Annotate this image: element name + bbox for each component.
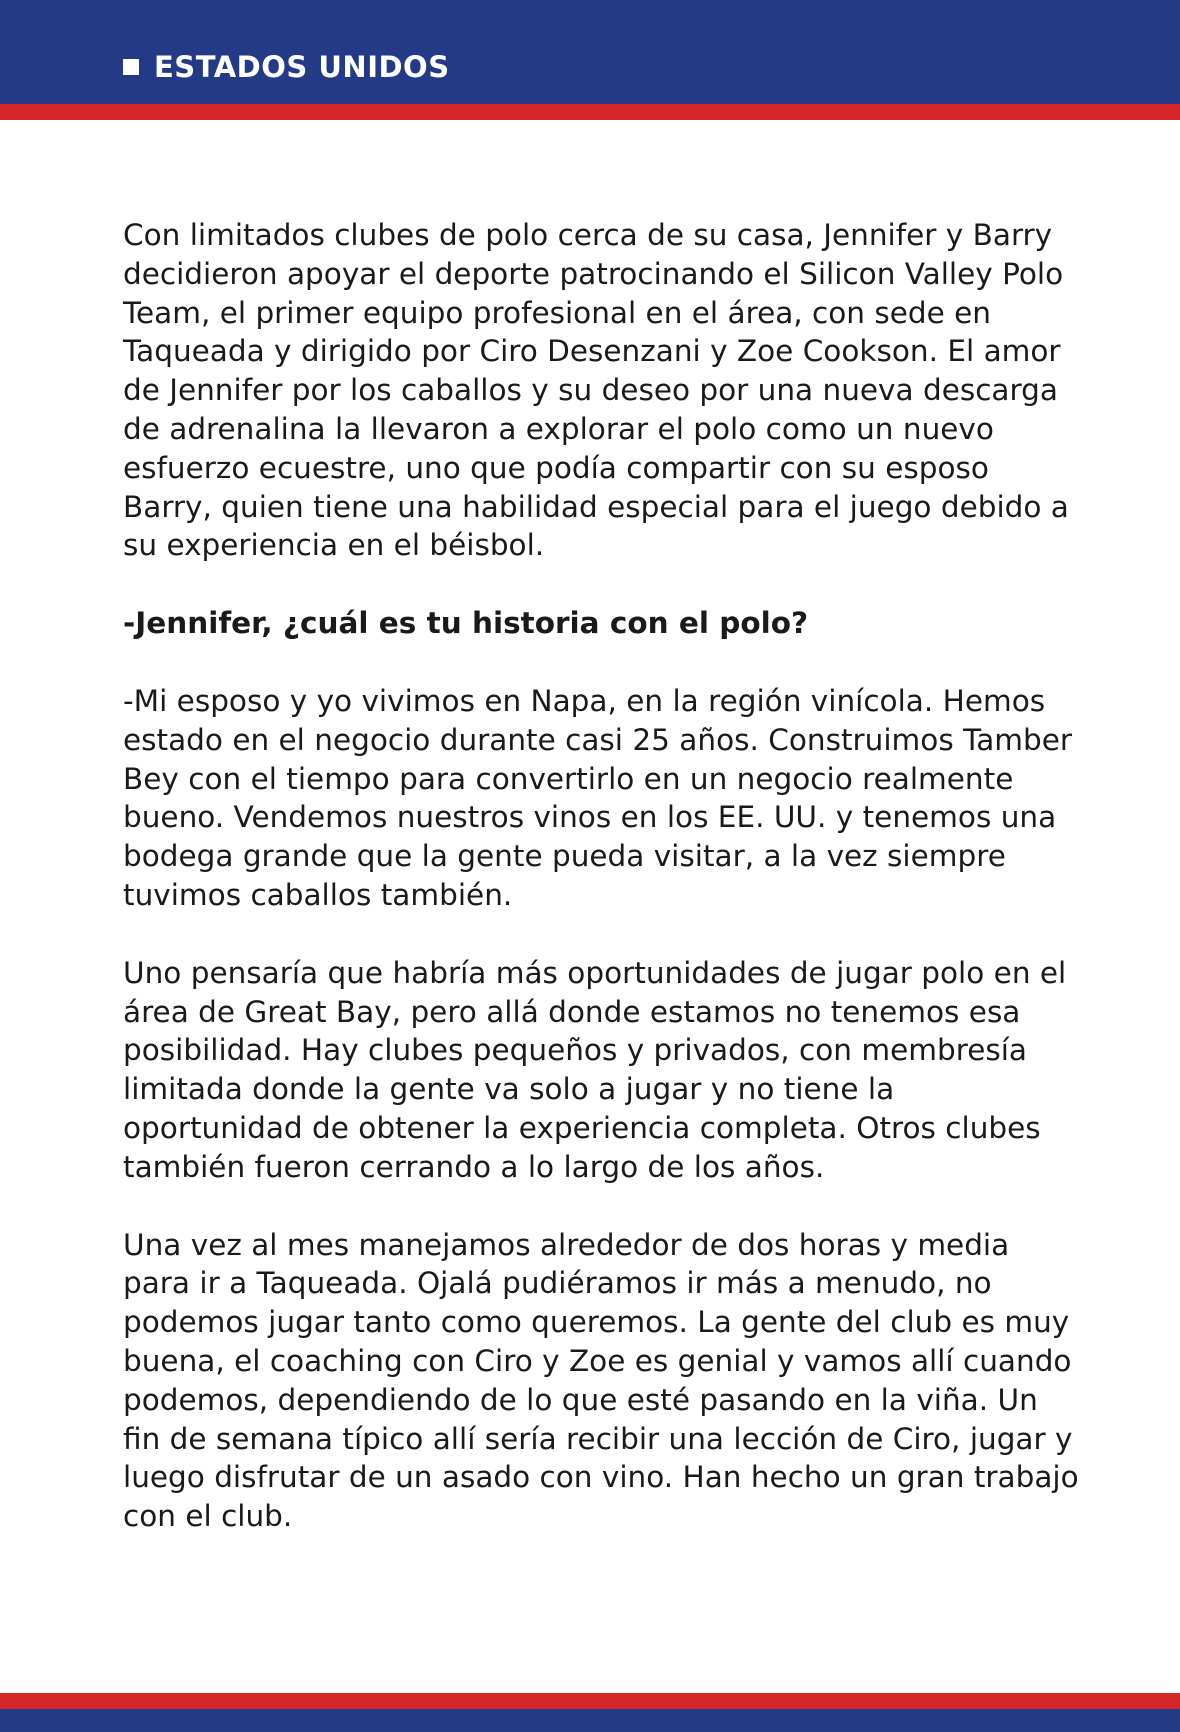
footer-band (0, 1709, 1180, 1732)
article-body (123, 216, 1083, 1575)
intro-paragraph: Con limitados clubes de polo cerca de su casa, Jennifer y Barry decidieron apoyar el deporte patrocinando el Silicon Valley Polo Team, el primer equipo profesional en el área, con sede en Taqueada y dirigido por Ciro Desenzani y Zoe Cookson. El amor de Jennifer por los caballos y su deseo por una nueva descarga de adrenalina la llevaron a explorar el polo como un nuevo esfuerzo ecuestre, uno que podía compartir con su esposo Barry, quien tiene una habilidad especial para el juego debido a su experiencia en el béisbol. (123, 218, 1069, 563)
section-label (123, 50, 450, 84)
header-stripe (0, 104, 1180, 120)
footer-stripe (0, 1693, 1180, 1709)
square-bullet-icon (123, 59, 139, 75)
section-label-text: ESTADOS UNIDOS (154, 50, 450, 84)
answer-paragraph: Uno pensaría que habría más oportunidades de jugar polo en el área de Great Bay, pero allá donde estamos no tenemos esa posibilidad. Hay clubes pequeños y privados, con membresía limitada donde la gente va solo a jugar y no tiene la oportunidad de obtener la experiencia completa. Otros clubes también fueron cerrando a lo largo de los años. (123, 955, 1067, 1184)
answer-paragraph: Una vez al mes manejamos alrededor de dos horas y media para ir a Taqueada. Ojalá pudiéramos ir más a menudo, no podemos jugar tanto como queremos. La gente del club es muy buena, el coaching con Ciro y Zoe es genial y vamos allí cuando podemos, dependiendo de lo que esté pasando en la viña. Un fin de semana típico allí sería recibir una lección de Ciro, jugar y luego disfrutar de un asado con vino. Han hecho un gran trabajo con el club. (123, 1227, 1079, 1534)
answer-paragraph: -Mi esposo y yo vivimos en Napa, en la región vinícola. Hemos estado en el negocio durante casi 25 años. Construimos Tamber Bey con el tiempo para convertirlo en un negocio realmente bueno. Vendemos nuestros vinos en los EE. UU. y tenemos una bodega grande que la gente pueda visitar, a la vez siempre tuvimos caballos también. (123, 683, 1073, 912)
interview-question: -Jennifer, ¿cuál es tu historia con el polo? (123, 606, 809, 641)
